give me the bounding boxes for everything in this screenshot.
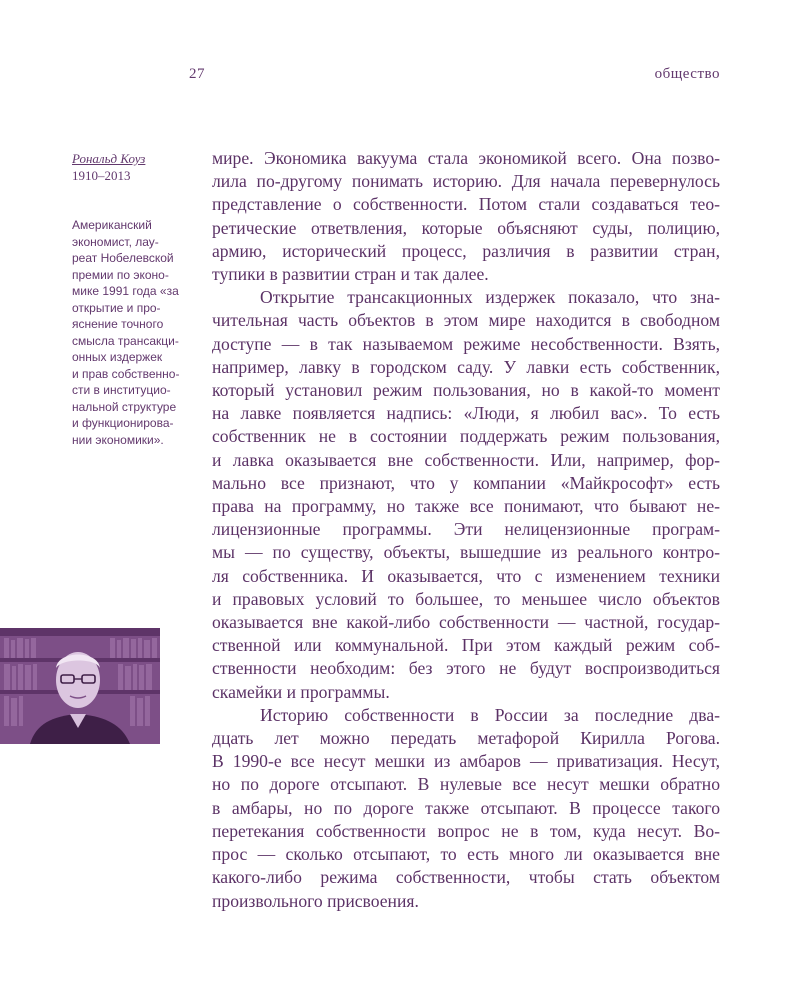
text-line: В 1990-е все несут мешки из амбаров — приватизация. Несут, [212, 751, 720, 772]
author-name: Рональд Коуз [72, 151, 146, 166]
bio-line: экономист, лау- [72, 234, 159, 249]
text-line: чительная часть объектов в этом мире находится в свободном [212, 310, 720, 331]
text-line: доступе — в так называемом режиме несобственности. Взять, [212, 333, 720, 354]
text-line: дцать лет можно передать метафорой Кирилла Рогова. [212, 728, 720, 749]
author-photo [0, 628, 160, 744]
text-line: в амбары, но по дороге также отсыпают. В процессе такого [212, 797, 720, 818]
text-line: какого-либо режима собственности, чтобы стать объектом [212, 867, 720, 888]
text-line: и лавка оказывается вне собственности. Или, например, фор- [212, 449, 720, 470]
bio-line: яснение точного [72, 317, 164, 331]
bio-line: премии по эконо- [72, 267, 169, 282]
text-line: ственности необходим: без этого не будут воспроизводиться [212, 658, 720, 679]
bio-line: онных издержек [72, 350, 163, 364]
text-line: армию, исторический процесс, различия в развитии стран, [212, 240, 720, 261]
text-line: ственной или коммунальной. При этом каждый режим соб- [212, 635, 720, 656]
text-line: права на программу, но также все понимают, что бывают не- [212, 496, 720, 517]
text-line: мально все признают, что у компании «Майкрософт» есть [212, 472, 720, 493]
text-line: прос — сколько отсыпают, то есть много ли оказывается вне [212, 844, 720, 865]
text-line: Открытие трансакционных издержек показало, что зна- [260, 287, 720, 308]
text-line: лицензионные программы. Эти нелицензионные програм- [212, 519, 720, 540]
bio-line: сти в институцио- [72, 383, 171, 397]
author-bio [72, 217, 194, 448]
bio-line: и прав собственно- [72, 366, 180, 381]
author-years: 1910–2013 [72, 168, 131, 183]
text-line: мире. Экономика вакуума стала экономикой всего. Она позво- [212, 148, 720, 168]
text-line: оказывается вне какой-либо собственности — частной, государ- [212, 612, 720, 633]
page-number: 27 [189, 66, 205, 82]
body-text [212, 147, 720, 913]
bio-line: открытие и про- [72, 300, 161, 315]
bio-line: мике 1991 года «за [72, 284, 179, 298]
section-title: общество [654, 66, 720, 82]
text-line: ретические ответвления, которые объясняют суды, полицию, [212, 217, 720, 238]
text-line: ля собственника. И оказывается, что с изменением техники [212, 565, 720, 586]
text-line: мы — по существу, объекты, вышедшие из реального контро- [212, 542, 720, 563]
text-line: и правовых условий то большее, то меньшее число объектов [212, 588, 720, 609]
text-line: произвольного присвоения. [212, 890, 419, 911]
bio-line: нальной структуре [72, 399, 177, 414]
bio-line: реат Нобелевской [72, 251, 174, 265]
text-line: на лавке появляется надпись: «Люди, я любил вас». То есть [212, 403, 720, 424]
author-sidebar [72, 150, 194, 448]
text-line: представление о собственности. Потом стали создаваться тео- [212, 194, 720, 215]
text-line: который установил режим пользования, но в какой-то момент [212, 380, 720, 401]
bio-line: смысла трансакци- [72, 333, 179, 348]
bio-line: и функционирова- [72, 416, 174, 430]
bio-line: нии экономики». [72, 432, 164, 447]
text-line: но по дороге отсыпают. В нулевые все несут мешки обратно [212, 774, 720, 795]
text-line: тупики в развитии стран и так далее. [212, 264, 489, 285]
text-line: лила по-другому понимать историю. Для начала перевернулось [212, 171, 720, 192]
text-line: Историю собственности в России за последние два- [260, 704, 720, 725]
bio-line: Американский [72, 218, 152, 232]
text-line: перетекания собственности вопрос не в том, куда несут. Во- [212, 820, 720, 841]
text-line: скамейки и программы. [212, 681, 390, 702]
text-line: например, лавку в городском саду. У лавки есть собственник, [212, 356, 720, 377]
text-line: собственник не в состоянии поддержать режим пользования, [212, 426, 720, 447]
